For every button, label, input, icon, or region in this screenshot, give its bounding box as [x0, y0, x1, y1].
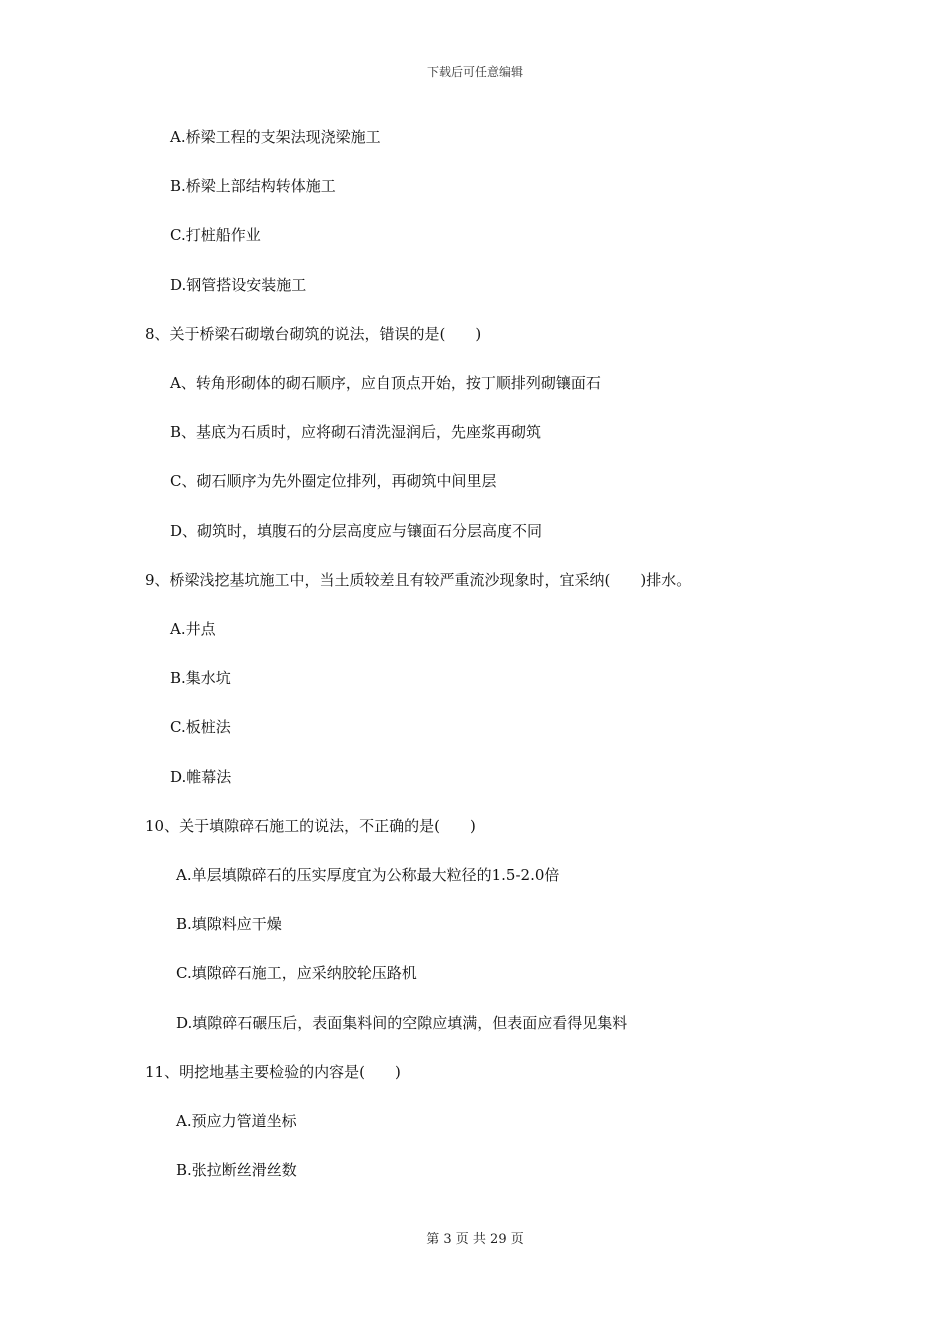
question-10: 10、关于填隙碎石施工的说法，不正确的是( )	[145, 817, 476, 835]
option-line: D、砌筑时，填腹石的分层高度应与镶面石分层高度不同	[170, 522, 543, 540]
option-line: A.单层填隙碎石的压实厚度宜为公称最大粒径的1.5-2.0倍	[176, 866, 560, 884]
option-line: C.填隙碎石施工，应采纳胶轮压路机	[176, 964, 417, 982]
option-line: C、砌石顺序为先外圈定位排列，再砌筑中间里层	[170, 472, 497, 490]
option-line: A、转角形砌体的砌石顺序，应自顶点开始，按丁顺排列砌镶面石	[170, 374, 601, 392]
page-header: 下载后可任意编辑	[426, 65, 523, 79]
question-11: 11、明挖地基主要检验的内容是( )	[145, 1063, 401, 1081]
question-8: 8、关于桥梁石砌墩台砌筑的说法，错误的是( )	[145, 325, 482, 343]
option-line: B.桥梁上部结构转体施工	[170, 177, 336, 195]
option-line: A.桥梁工程的支架法现浇梁施工	[170, 128, 381, 146]
option-line: D.帷幕法	[170, 768, 232, 786]
option-line: B、基底为石质时，应将砌石清洗湿润后，先座浆再砌筑	[170, 423, 542, 441]
option-line: A.井点	[170, 620, 216, 638]
option-line: C.打桩船作业	[170, 226, 261, 244]
option-line: D.填隙碎石碾压后，表面集料间的空隙应填满，但表面应看得见集料	[176, 1014, 628, 1032]
question-9: 9、桥梁浅挖基坑施工中，当土质较差且有较严重流沙现象时，宜采纳( )排水。	[145, 571, 692, 589]
option-line: C.板桩法	[170, 718, 231, 736]
option-line: B.填隙料应干燥	[176, 915, 282, 933]
option-line: D.钢管搭设安装施工	[170, 276, 307, 294]
option-line: B.集水坑	[170, 669, 231, 687]
page-footer: 第 3 页 共 29 页	[426, 1232, 524, 1247]
option-line: A.预应力管道坐标	[176, 1112, 297, 1130]
option-line: B.张拉断丝滑丝数	[176, 1161, 297, 1179]
